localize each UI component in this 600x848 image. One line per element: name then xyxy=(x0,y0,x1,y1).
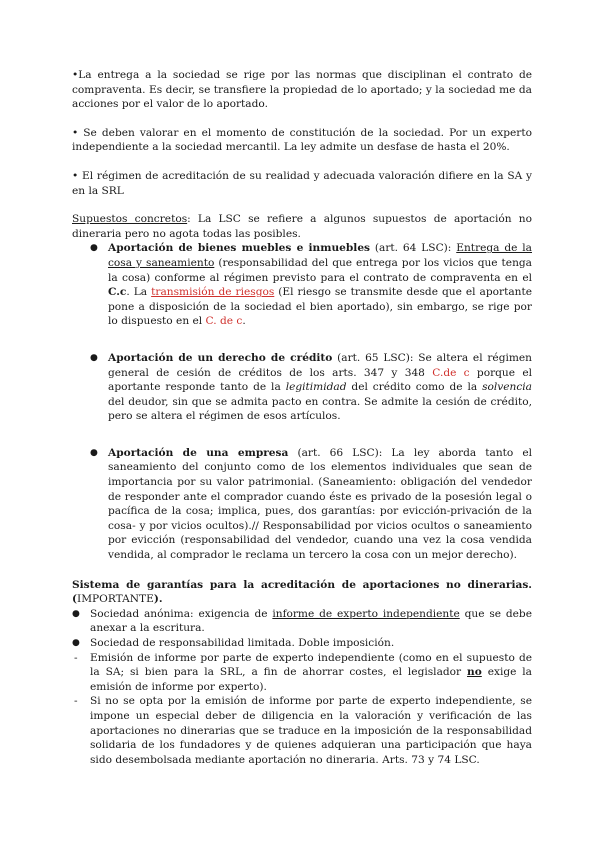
credito-title: Aportación de un derecho de crédito xyxy=(108,351,333,364)
list-item-diligencia xyxy=(72,694,532,767)
emision-text-1: Emisión de informe por parte de experto independiente (como en el supuesto de la SA; si bien para la SRL, a fin de ahorrar costes, el legislador xyxy=(90,651,532,679)
paragraph-valoracion: • Se deben valorar en el momento de constitución de la sociedad. Por un experto independiente a la sociedad mercantil. La ley admite un desfase de hasta el 20%. xyxy=(72,126,532,154)
bienes-title: Aportación de bienes muebles e inmuebles xyxy=(108,242,371,255)
bienes-underlined: Entrega de la cosa y saneamiento xyxy=(108,242,532,269)
bienes-text-3: (El riesgo se transmite desde que el aportante pone a disposición de la sociedad el bien aportado), sin embargo, se rige por lo dispuesto en el xyxy=(108,286,532,328)
bienes-text-4: . xyxy=(242,315,246,328)
list-item-emision xyxy=(72,651,532,695)
sa-text-1: Sociedad anónima: exigencia de xyxy=(90,607,273,620)
credito-text-1: (art. 65 LSC): Se altera el régimen general de cesión de créditos de los arts. 347 y 348 xyxy=(108,351,533,379)
bullet-icon: ● xyxy=(90,447,98,458)
sistema-heading-text: Sistema de garantías para la acreditación de aportaciones no dinerarias. xyxy=(72,578,532,591)
sa-text-2: que se debe anexar a la escritura. xyxy=(90,607,532,635)
diligencia-text: Si no se opta por la emisión de informe por parte de experto independiente, se impone un especial deber de diligencia en la valoración y verificación de las aportaciones no dinerarias que se traduce en la imposición de la responsabilidad solidaria de los fundadores y de quienes adquieran una participación que haya sido desembolsada mediante aportación no dineraria. Arts. 73 y 74 LSC. xyxy=(90,695,532,766)
bullet-icon: ● xyxy=(72,608,80,619)
credito-cdec: C.de c xyxy=(432,366,470,379)
spacer xyxy=(72,424,532,439)
dash-icon: - xyxy=(74,651,78,664)
bullet-icon: ● xyxy=(90,243,98,254)
list-item-empresa xyxy=(72,446,532,563)
credito-solvencia: solvencia xyxy=(482,381,532,394)
credito-legitimidad: legitimidad xyxy=(285,381,347,394)
bienes-text-2: . La xyxy=(126,286,152,299)
supuestos-text: : La LSC se refiere a algunos supuestos de aportación no dineraria pero no agota todas las posibles. xyxy=(72,213,532,240)
bienes-ref: (art. 64 LSC): xyxy=(370,242,457,255)
credito-text-3: del crédito como de la xyxy=(346,381,483,394)
empresa-title: Aportación de una empresa xyxy=(108,446,289,459)
bienes-text-1: (responsabilidad del que entrega por los vicios que tenga la cosa) conforme al régimen previsto para el contrato de compraventa en el xyxy=(108,256,532,284)
emision-no: no xyxy=(467,666,482,679)
spacer xyxy=(72,329,532,344)
supuestos-label: Supuestos concretos xyxy=(72,213,188,226)
document-page xyxy=(72,68,532,767)
bienes-cc: C.c xyxy=(108,286,127,299)
dash-icon: - xyxy=(74,695,78,708)
sistema-heading xyxy=(72,578,532,607)
credito-text-2: porque el aportante responde tanto de la xyxy=(108,366,532,394)
bullet-icon: ● xyxy=(90,352,98,363)
empresa-text: (art. 66 LSC): La ley aborda tanto el saneamiento del conjunto como de los elementos individuales que sean de importancia por su valor patrimonial. (Saneamiento: obligación del vendedor de responder ante el comprador cuando éste es privado de la posesión legal o pacífica de la cosa; implica, pues, dos garantías: por evicción-privación de la cosa- y por vicios ocultos).// Responsabilidad por vicios ocultos o saneamiento por evicción (responsabilidad del vendedor, cuando una vez la cosa vendida vendida, al comprador le reclama un tercero la cosa con un mejor derecho). xyxy=(108,446,533,562)
paragraph-regimen: • El régimen de acreditación de su realidad y adecuada valoración difiere en la SA y en la SRL xyxy=(72,169,532,197)
sa-informe-experto: informe de experto independiente xyxy=(272,607,460,620)
list-item-bienes xyxy=(72,241,532,329)
paragraph-compraventa: •La entrega a la sociedad se rige por las normas que disciplinan el contrato de compraventa. Es decir, se transfiere la propiedad de lo aportado; y la sociedad me da acciones por el valor de lo aportado. xyxy=(72,69,532,111)
paren-close: ). xyxy=(153,593,163,606)
credito-text-4: del deudor, sin que se admita pacto en contra. Se admite la cesión de crédito, pero se altera el régimen de esos artículos. xyxy=(108,395,532,423)
emision-text-2: exige la emisión de informe por experto). xyxy=(90,666,533,693)
srl-text: Sociedad de responsabilidad limitada. Doble imposición. xyxy=(90,637,395,649)
list-item-sa xyxy=(72,607,532,636)
sistema-list xyxy=(72,607,532,768)
paren-open: ( xyxy=(72,593,78,606)
bienes-cdec: C. de c xyxy=(205,315,243,328)
paragraph-supuestos xyxy=(72,212,532,241)
list-item-srl xyxy=(72,636,532,651)
importante-label: IMPORTANTE xyxy=(77,593,154,606)
spacer xyxy=(72,439,532,446)
list-item-credito xyxy=(72,351,532,424)
supuestos-list xyxy=(72,241,532,562)
bullet-icon: ● xyxy=(72,638,80,648)
bienes-riesgos-link: transmisión de riesgos xyxy=(151,286,275,299)
spacer xyxy=(72,344,532,351)
